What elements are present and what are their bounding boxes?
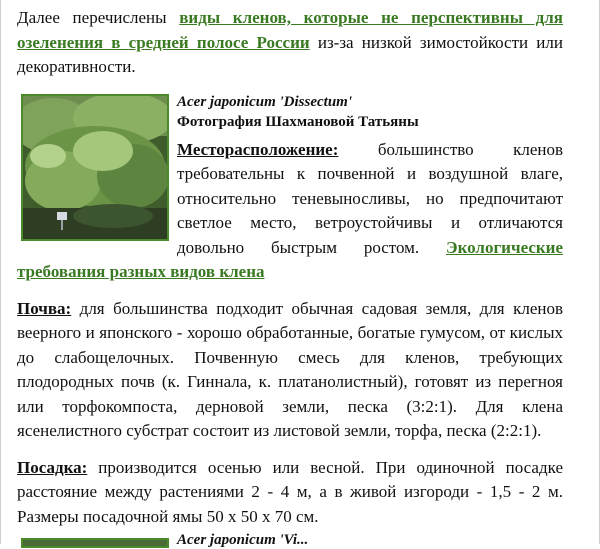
intro-text-after: из-за низкой зимостойкости или декоративности.: [17, 32, 563, 76]
location-label: Месторасположение:: [177, 139, 339, 159]
ecological-requirements-link[interactable]: Экологические требования разных видов клена: [17, 237, 563, 281]
next-species-title: Acer japonicum 'Vi...: [177, 532, 309, 548]
species-entry: [17, 90, 563, 285]
species-title: Acer japonicum 'Dissectum': [177, 93, 353, 110]
soil-paragraph: [17, 297, 563, 444]
next-species-photo[interactable]: [21, 538, 169, 548]
article-content: [17, 6, 563, 529]
planting-paragraph: [17, 456, 563, 530]
intro-text-before: Далее перечислены: [17, 8, 180, 27]
maple-photo[interactable]: [21, 94, 169, 241]
planting-label: Посадка:: [17, 457, 88, 477]
maple-photo-image: [23, 96, 167, 239]
soil-text: для большинства подходит обычная садовая земля, для кленов веерного и японского - хорошо обработанные, богатые гумусом, от кислых до слабощелочных. Почвенную смесь для кленов, требующих плодородных почв (к. Гиннала, к. платанолистный), готовят из перегноя или торфокомпоста, дерновой земли, песка (3:2:1). Для клена ясенелистного субстрат состоит из листовой земли, торфа, песка (2:2:1).: [17, 298, 563, 440]
planting-text: производится осенью или весной. При одиночной посадке расстояние между растениями 2 - 4 м, а в живой изгороди - 1,5 - 2 м. Размеры посадочной ямы 50 х 50 х 70 см.: [17, 457, 563, 526]
photo-credit: Фотография Шахмановой Татьяны: [177, 113, 419, 130]
maple-species-link[interactable]: виды кленов, которые не перспективны для озеленения в средней полосе России: [17, 8, 563, 52]
intro-paragraph: [17, 6, 563, 80]
soil-label: Почва:: [17, 298, 72, 318]
location-text: большинство кленов требовательны к почвенной и воздушной влаге, относительно теневыносливы, но предпочитают светлое место, ветроустойчивы и отличаются довольно быстрым ростом.: [177, 139, 563, 257]
